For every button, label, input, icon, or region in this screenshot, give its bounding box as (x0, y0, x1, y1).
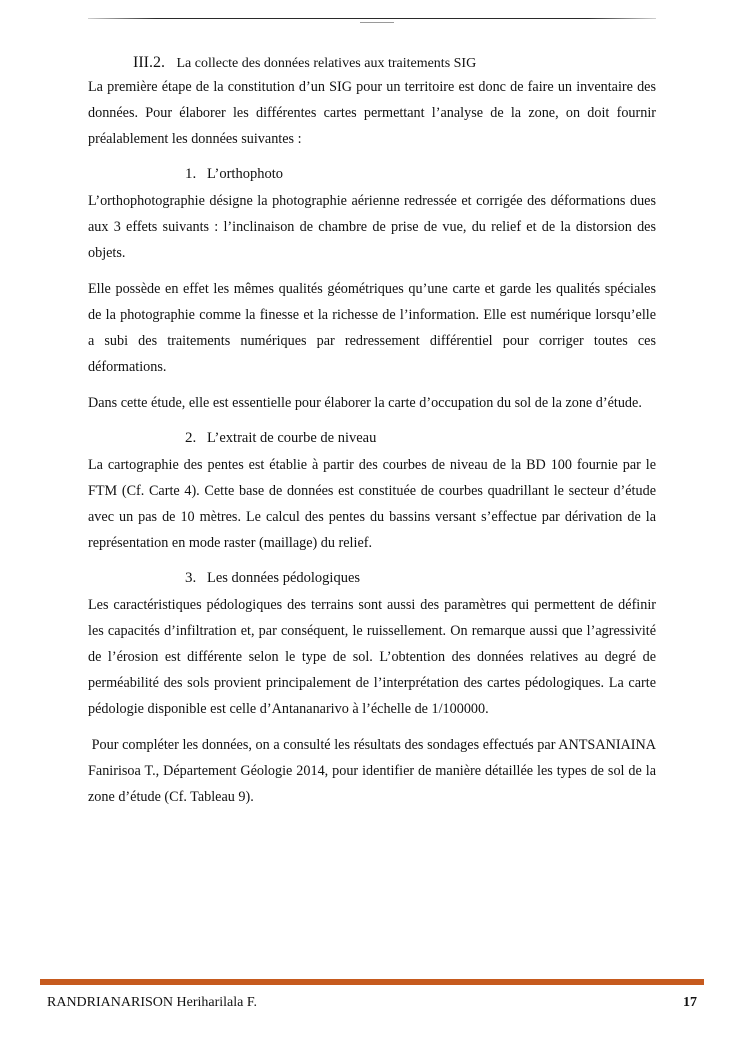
paragraph: La cartographie des pentes est établie à partir des courbes de niveau de la BD 100 fournie par le FTM (Cf. Carte 4). Cette base de données est constituée de courbes quadrillant le secteur d’étude avec un pas de 10 mètres. Le calcul des pentes du bassins versant s’effectue par dérivation de la représentation en mode raster (maillage) du relief. (88, 457, 656, 551)
paragraph: Elle possède en effet les mêmes qualités géométriques qu’une carte et garde les qualités spéciales de la photographie comme la finesse et la richesse de l’information. Elle est numérique lorsqu’elle a subi des traitements numériques par redressement différentiel pour corriger toutes ces déformations. (88, 281, 656, 375)
page-content (88, 52, 660, 820)
subsection-heading-donnees-pedologiques (88, 566, 656, 590)
header-rule (88, 18, 656, 19)
footer-author: RANDRIANARISON Heriharilala F. (47, 995, 258, 1010)
subsection-heading-orthophoto (88, 162, 656, 186)
subsection-number: 2. (185, 430, 197, 446)
section-heading (88, 52, 656, 74)
paragraph: Dans cette étude, elle est essentielle pour élaborer la carte d’occupation du sol de la zone d’étude. (88, 395, 642, 411)
subsection-number: 1. (185, 166, 197, 182)
subsection-title: L’extrait de courbe de niveau (207, 430, 377, 446)
page-number: 17 (683, 995, 697, 1010)
paragraph: L’orthophotographie désigne la photographie aérienne redressée et corrigée des déformations dues aux 3 effets suivants : l’inclinaison de chambre de prise de vue, du relief et de la distorsion des objets. (88, 193, 656, 261)
subsection-title: Les données pédologiques (207, 570, 361, 586)
subsection-title: L’orthophoto (207, 166, 283, 182)
subsection-number: 3. (185, 570, 197, 586)
footer-accent-bar (40, 979, 704, 985)
subsection-heading-courbe-de-niveau (88, 426, 656, 450)
intro-paragraph: La première étape de la constitution d’un SIG pour un territoire est donc de faire un inventaire des données. Pour élaborer les différentes cartes permettant l’analyse de la zone, on doit fournir préalablement les données suivantes : (88, 79, 656, 147)
paragraph: Les caractéristiques pédologiques des terrains sont aussi des paramètres qui permettent de définir les capacités d’infiltration et, par conséquent, le ruissellement. On remarque aussi que l’agressivité de l’érosion est différente selon le type de sol. L’obtention des données relatives au degré de perméabilité des sols provient principalement de l’interprétation des cartes pédologiques. La carte pédologie disponible est celle d’Antananarivo à l’échelle de 1/100000. (88, 597, 656, 717)
header-rule-mark (360, 22, 394, 23)
section-number: III.2. (133, 54, 165, 71)
paragraph: Pour compléter les données, on a consulté les résultats des sondages effectués par ANTSANIAINA Fanirisoa T., Département Géologie 2014, pour identifier de manière détaillée les types de sol de la zone d’étude (Cf. Tableau 9). (88, 737, 660, 805)
section-title: La collecte des données relatives aux traitements SIG (176, 56, 477, 71)
